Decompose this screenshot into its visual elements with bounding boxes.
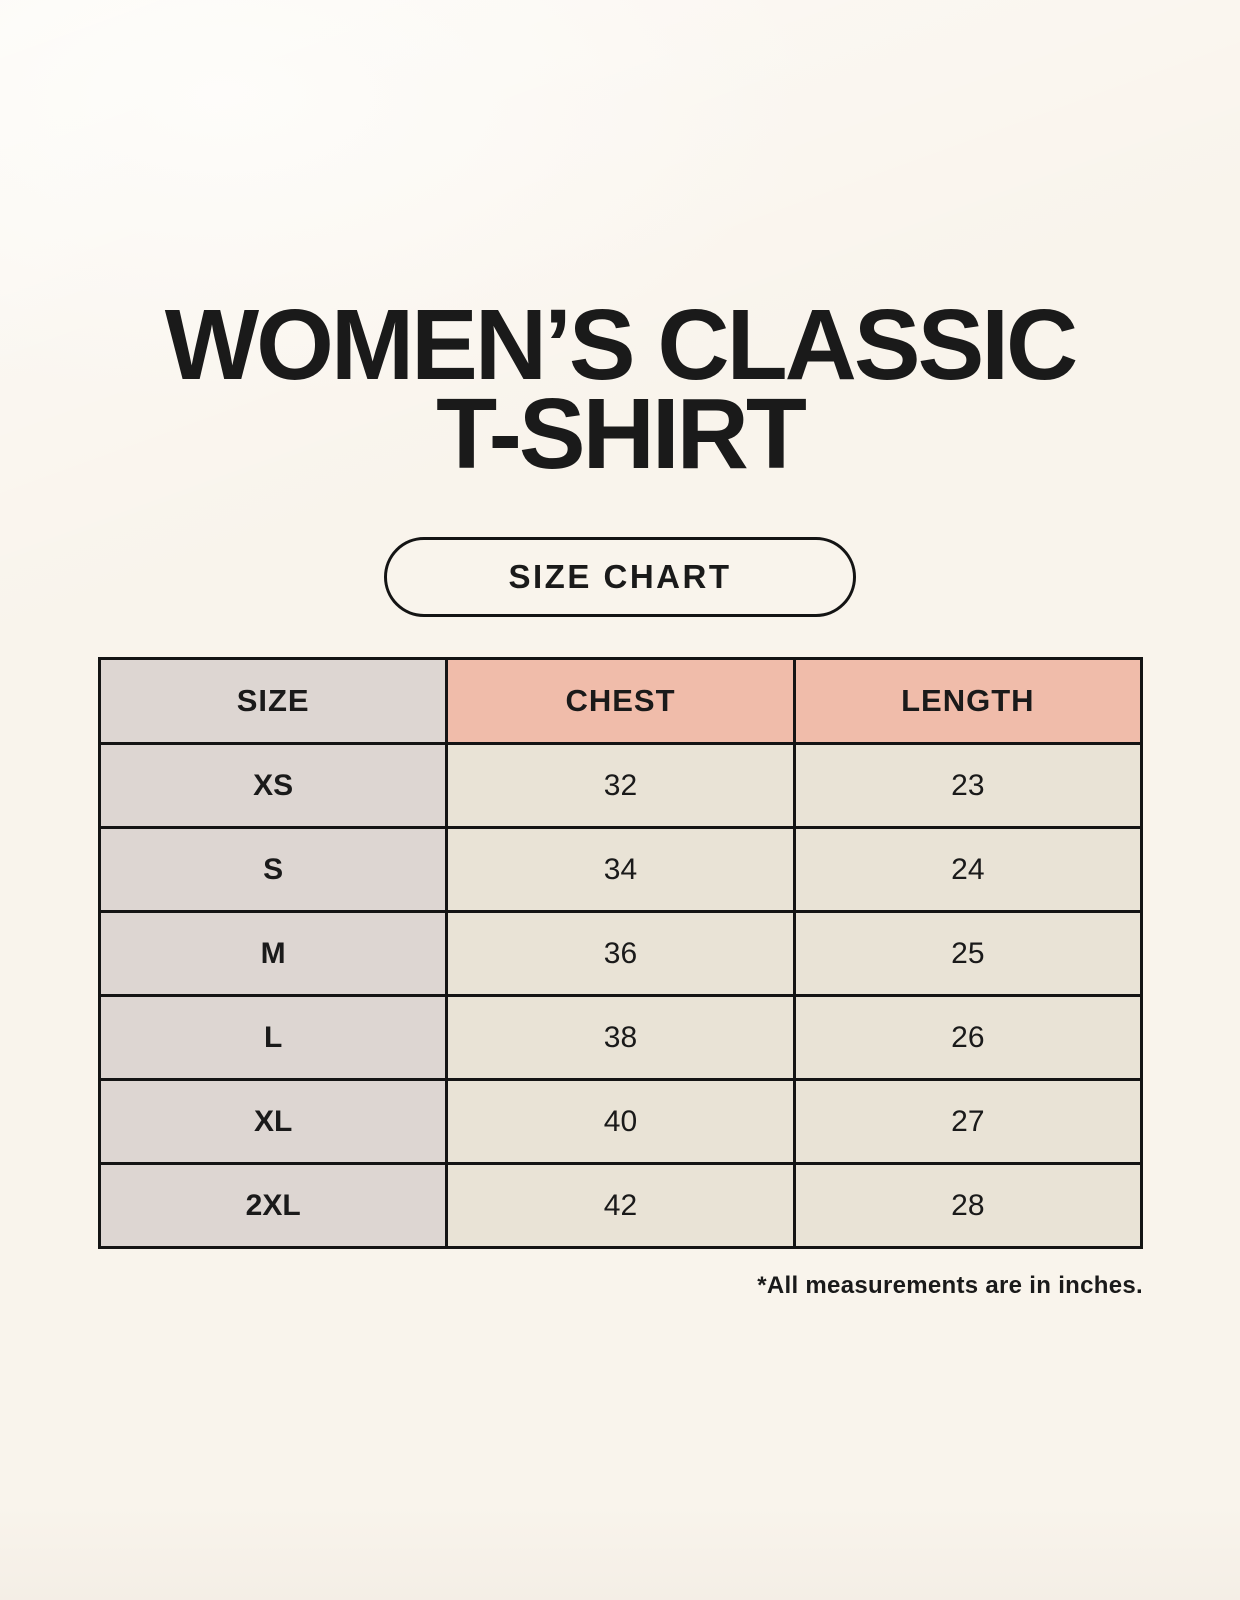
table-header-row [100,659,1142,744]
cell-size: 2XL [100,1164,447,1248]
size-chart-button-label: SIZE CHART [508,558,732,595]
size-chart-table [98,657,1143,1249]
title-line-2: T-SHIRT [436,378,804,490]
cell-chest: 36 [447,912,794,996]
page-title [0,289,1240,490]
cell-size: XS [100,744,447,828]
table-row [100,828,1142,912]
cell-length: 28 [794,1164,1141,1248]
measurements-footnote: *All measurements are in inches. [757,1272,1143,1299]
cell-length: 25 [794,912,1141,996]
table-row [100,912,1142,996]
cell-chest: 40 [447,1080,794,1164]
cell-size: L [100,996,447,1080]
cell-chest: 38 [447,996,794,1080]
table-row [100,1164,1142,1248]
cell-chest: 42 [447,1164,794,1248]
column-header-size: SIZE [100,659,447,744]
cell-size: S [100,828,447,912]
cell-length: 23 [794,744,1141,828]
cell-chest: 34 [447,828,794,912]
cell-length: 24 [794,828,1141,912]
size-chart-button[interactable] [384,537,856,617]
cell-length: 27 [794,1080,1141,1164]
title-line-1: WOMEN’S CLASSIC [164,289,1076,401]
column-header-chest: CHEST [447,659,794,744]
table-row [100,1080,1142,1164]
cell-size: M [100,912,447,996]
column-header-length: LENGTH [794,659,1141,744]
cell-size: XL [100,1080,447,1164]
table-row [100,744,1142,828]
cell-chest: 32 [447,744,794,828]
table-row [100,996,1142,1080]
cell-length: 26 [794,996,1141,1080]
